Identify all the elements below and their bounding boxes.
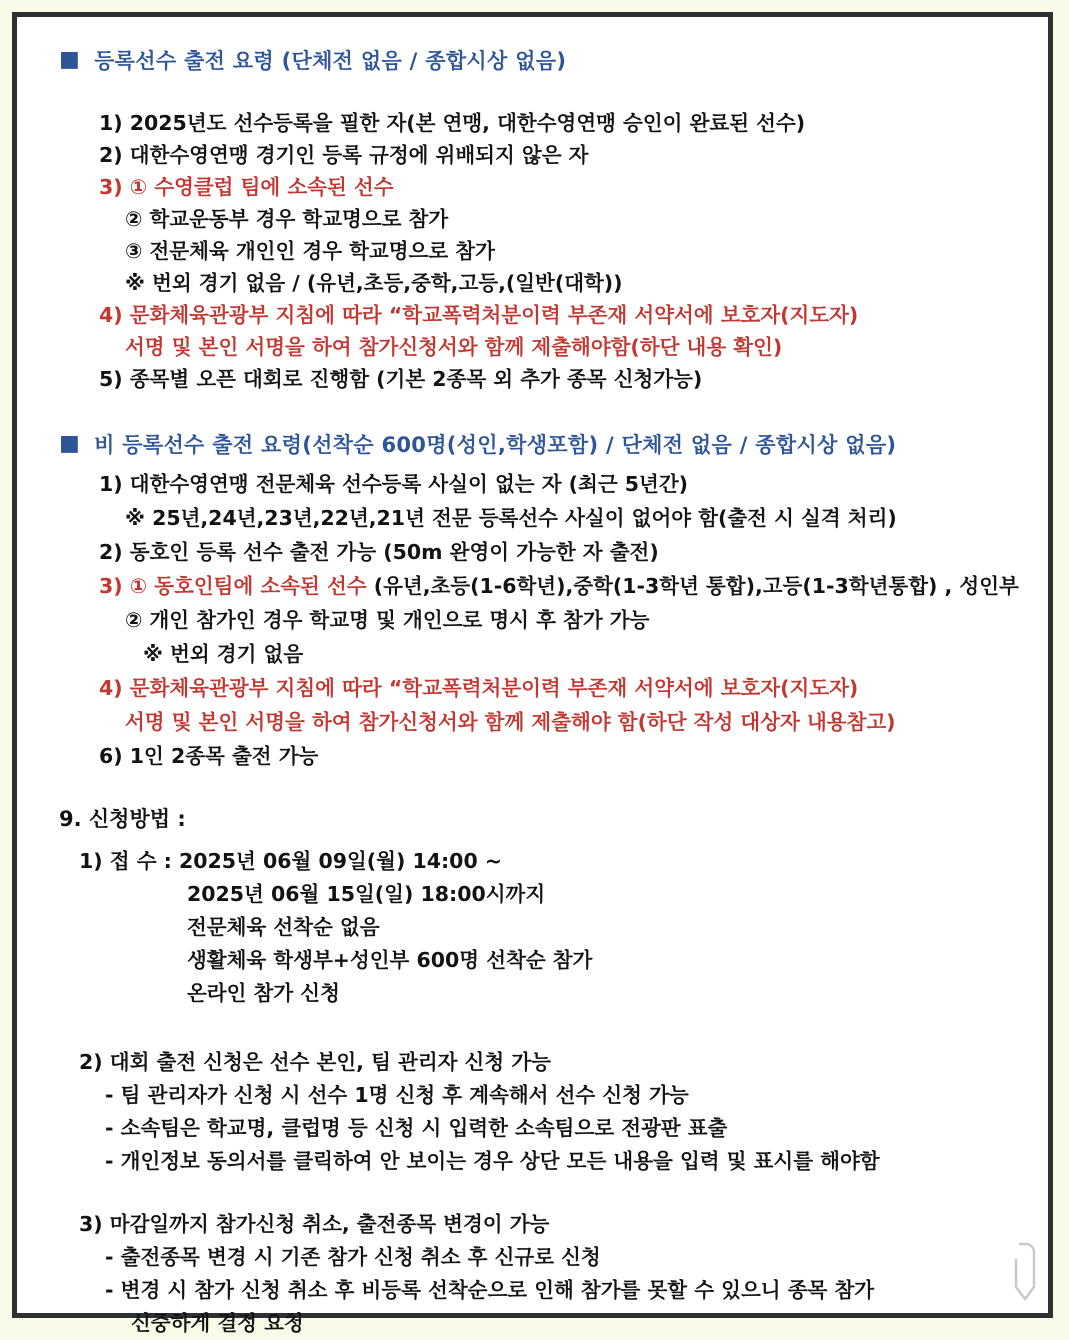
list-item: 1) 대한수영연맹 전문체육 선수등록 사실이 없는 자 (최근 5년간) xyxy=(99,472,689,496)
list-item-mixed xyxy=(59,569,1022,603)
list-item: 4) 문화체육관광부 지침에 따라 “학교폭력처분이력 부존재 서약서에 보호자(지도자) xyxy=(99,676,859,700)
application-line: 온라인 참가 신청 xyxy=(187,981,340,1005)
section-application xyxy=(59,803,1022,1340)
application-line: - 출전종목 변경 시 기존 참가 신청 취소 후 신규로 신청 xyxy=(105,1245,601,1269)
list-item-red-part: 3) ① 동호인팀에 소속된 선수 xyxy=(99,574,367,598)
list-item: 6) 1인 2종목 출전 가능 xyxy=(99,744,319,768)
application-line: - 개인정보 동의서를 클릭하여 안 보이는 경우 상단 모든 내용을 입력 및 표시를 해야함 xyxy=(105,1149,880,1173)
list-item: 4) 문화체육관광부 지침에 따라 “학교폭력처분이력 부존재 서약서에 보호자(지도자) xyxy=(99,303,859,327)
application-line: - 팀 관리자가 신청 시 선수 1명 신청 후 계속해서 선수 신청 가능 xyxy=(105,1083,689,1107)
list-item: 2) 동호인 등록 선수 출전 가능 (50m 완영이 가능한 자 출전) xyxy=(99,540,659,564)
application-line: 생활체육 학생부+성인부 600명 선착순 참가 xyxy=(187,948,593,972)
section-registered-title: 등록선수 출전 요령 (단체전 없음 / 종합시상 없음) xyxy=(94,49,567,73)
list-item-black-part: (유년,초등(1-6학년),중학(1-3학년 통합),고등(1-3학년통합) , 성인부 xyxy=(366,574,1019,598)
application-sub1: 1) 접 수 : 2025년 06월 09일(월) 14:00 ~ xyxy=(79,849,503,873)
list-item: ② 개인 참가인 경우 학교명 및 개인으로 명시 후 참가 가능 xyxy=(125,608,650,632)
list-item: ※ 25년,24년,23년,22년,21년 전문 등록선수 사실이 없어야 함(출전 시 실격 처리) xyxy=(125,506,897,530)
list-item: 3) ① 수영클럽 팀에 소속된 선수 xyxy=(99,175,394,199)
list-item: 2) 대한수영연맹 경기인 등록 규정에 위배되지 않은 자 xyxy=(99,143,589,167)
section-nonregistered-title: 비 등록선수 출전 요령(선착순 600명(성인,학생포함) / 단체전 없음 / 종합시상 없음) xyxy=(94,433,897,457)
list-item: 서명 및 본인 서명을 하여 참가신청서와 함께 제출해야함(하단 내용 확인) xyxy=(125,335,783,359)
list-item: 5) 종목별 오픈 대회로 진행함 (기본 2종목 외 추가 종목 신청가능) xyxy=(99,367,703,391)
list-item: ※ 번외 경기 없음 / (유년,초등,중학,고등,(일반(대학)) xyxy=(125,271,623,295)
list-item: 1) 2025년도 선수등록을 필한 자(본 연맹, 대한수영연맹 승인이 완료된 선수) xyxy=(99,111,806,135)
application-line: - 변경 시 참가 신청 취소 후 비등록 선착순으로 인해 참가를 못할 수 있으니 종목 참가 xyxy=(105,1278,875,1302)
blue-square-bullet: ■ xyxy=(59,47,81,72)
application-line: 2025년 06월 15일(일) 18:00시까지 xyxy=(187,882,546,906)
section-registered-header xyxy=(59,45,1022,75)
application-line: 전문체육 선착순 없음 xyxy=(187,915,380,939)
blue-square-bullet: ■ xyxy=(59,431,81,456)
section-nonregistered-header xyxy=(59,429,1022,459)
list-item: 서명 및 본인 서명을 하여 참가신청서와 함께 제출해야 함(하단 작성 대상자 내용참고) xyxy=(125,710,896,734)
application-line: - 소속팀은 학교명, 클럽명 등 신청 시 입력한 소속팀으로 전광판 표출 xyxy=(105,1116,728,1140)
section-nonregistered-list xyxy=(59,467,1022,773)
list-item: ※ 번외 경기 없음 xyxy=(143,642,304,666)
list-item: ② 학교운동부 경우 학교명으로 참가 xyxy=(125,207,449,231)
application-sub2: 2) 대회 출전 신청은 선수 본인, 팀 관리자 신청 가능 xyxy=(79,1050,551,1074)
section-registered-list xyxy=(59,107,1022,395)
paperclip-icon xyxy=(1003,1240,1045,1312)
list-item: ③ 전문체육 개인인 경우 학교명으로 참가 xyxy=(125,239,495,263)
application-line: 신중하게 결정 요청 xyxy=(131,1311,304,1335)
application-sub3: 3) 마감일까지 참가신청 취소, 출전종목 변경이 가능 xyxy=(79,1212,550,1236)
application-title: 9. 신청방법 : xyxy=(59,807,186,831)
document-frame xyxy=(12,12,1053,1335)
